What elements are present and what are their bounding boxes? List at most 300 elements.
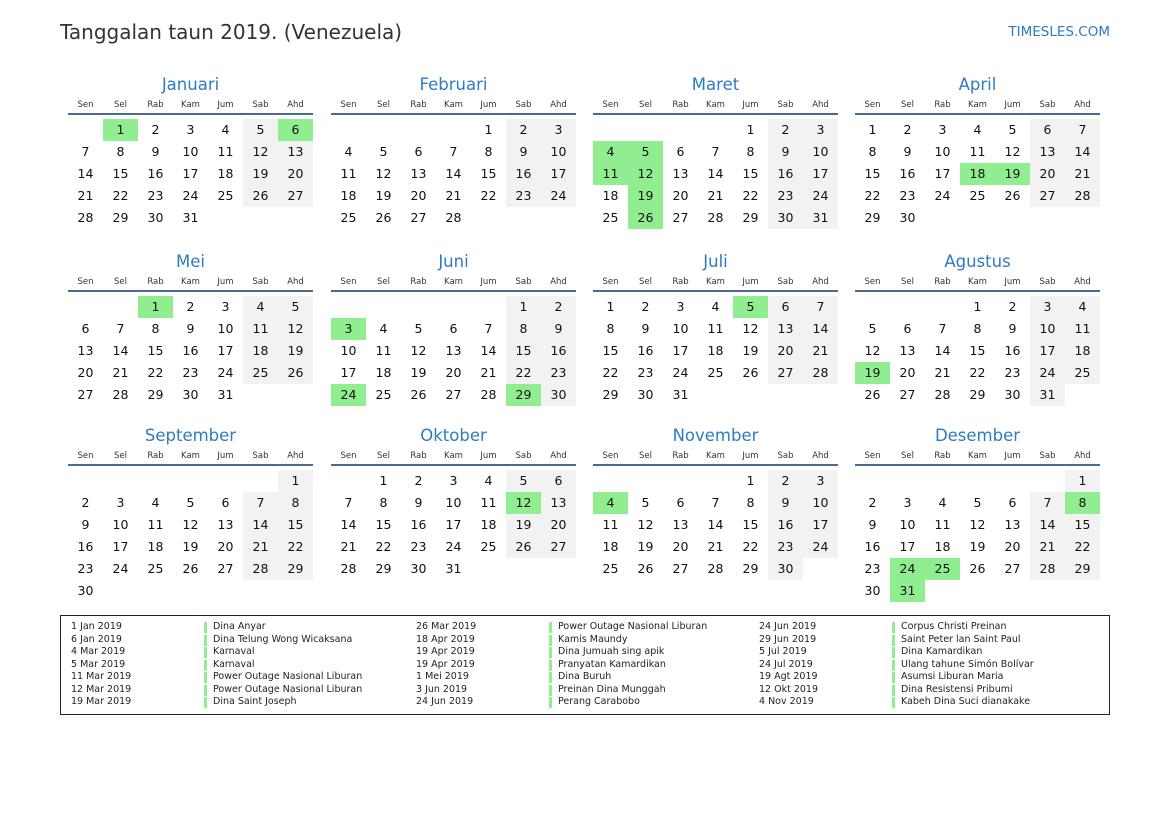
legend-holiday-name: Dina Resistensi Pribumi — [901, 683, 1013, 695]
day-cell: 5 — [506, 470, 541, 492]
legend-holiday-name: Kabeh Dina Suci dianakake — [901, 696, 1031, 707]
weekday-label: Ahd — [550, 100, 567, 110]
weekday-label: Kam — [968, 100, 987, 110]
day-cell: 21 — [803, 340, 838, 362]
legend-date: 5 Mar 2019 — [71, 658, 126, 670]
legend-date: 19 Agt 2019 — [759, 671, 818, 682]
day-cell: 9 — [768, 141, 803, 163]
day-cell: 7 — [803, 296, 838, 318]
day-cell: 12 — [243, 141, 278, 163]
day-cell: 20 — [278, 163, 313, 185]
legend-date: 1 Jan 2019 — [71, 621, 122, 632]
day-cell: 21 — [243, 536, 278, 558]
weekday-label: Ahd — [1074, 451, 1091, 461]
weekday-label: Jum — [742, 277, 759, 287]
month-name: Februari — [419, 75, 488, 94]
day-cell: 7 — [711, 144, 720, 159]
day-cell: 5 — [1008, 122, 1017, 137]
legend-date: 12 Okt 2019 — [759, 683, 819, 695]
day-cell: 16 — [147, 166, 164, 181]
month-juli — [593, 251, 838, 406]
holiday-day-cell: 25 — [925, 558, 960, 580]
weekday-label: Sen — [602, 100, 619, 110]
day-cell: 28 — [480, 387, 497, 402]
legend-holiday-name: Dina Jumuah sing apik — [558, 646, 665, 657]
weekday-label: Sen — [864, 100, 881, 110]
day-cell: 25 — [217, 188, 234, 203]
month-name: Januari — [161, 75, 220, 94]
day-cell: 19 — [410, 365, 427, 380]
day-cell: 5 — [243, 119, 278, 141]
day-cell: 13 — [410, 166, 427, 181]
day-cell: 21 — [480, 365, 497, 380]
day-cell: 1 — [379, 473, 388, 488]
day-cell: 5 — [278, 296, 313, 318]
month-divider — [593, 464, 838, 466]
day-cell: 10 — [899, 517, 916, 532]
month-name: Maret — [691, 75, 740, 94]
day-cell: 29 — [864, 210, 881, 225]
day-cell: 23 — [637, 365, 654, 380]
day-cell: 19 — [637, 539, 654, 554]
day-cell: 25 — [1065, 362, 1100, 384]
legend-color-marker — [892, 622, 895, 633]
weekday-label: Jum — [217, 277, 234, 287]
day-cell: 16 — [77, 539, 94, 554]
legend-holiday-name: Pranyatan Kamardikan — [558, 658, 666, 670]
day-cell: 23 — [182, 365, 199, 380]
month-agustus — [855, 251, 1100, 406]
day-cell: 28 — [707, 561, 724, 576]
day-cell: 27 — [445, 387, 462, 402]
weekday-label: Ahd — [287, 100, 304, 110]
day-cell: 6 — [903, 321, 912, 336]
day-cell: 2 — [541, 296, 576, 318]
weekday-header — [855, 449, 1100, 467]
day-cell: 26 — [1004, 188, 1021, 203]
day-grid — [68, 119, 313, 229]
legend-date: 4 Nov 2019 — [759, 696, 814, 707]
day-cell: 3 — [938, 122, 947, 137]
holiday-day-cell: 19 — [995, 163, 1030, 185]
day-cell: 8 — [278, 492, 313, 514]
weekday-label: Sab — [515, 451, 532, 461]
day-cell: 9 — [768, 492, 803, 514]
legend-holiday-name: Karnaval — [213, 658, 255, 670]
day-cell: 6 — [1008, 495, 1017, 510]
day-cell: 10 — [803, 492, 838, 514]
day-cell: 22 — [1065, 536, 1100, 558]
legend-color-marker — [204, 685, 207, 696]
day-cell: 15 — [147, 343, 164, 358]
legend-holiday-name: Power Outage Nasional Liburan — [213, 671, 363, 682]
day-cell: 24 — [803, 185, 838, 207]
legend-date: 24 Jul 2019 — [759, 658, 813, 670]
day-cell: 10 — [340, 343, 357, 358]
legend-color-marker — [549, 635, 552, 646]
month-november — [593, 425, 838, 580]
day-cell: 24 — [112, 561, 129, 576]
day-cell: 22 — [480, 188, 497, 203]
holiday-day-cell: 11 — [593, 163, 628, 185]
day-cell: 5 — [414, 321, 423, 336]
holiday-day-cell: 26 — [628, 207, 663, 229]
weekday-label: Rab — [410, 451, 427, 461]
weekday-label: Sel — [377, 451, 390, 461]
day-cell: 15 — [602, 343, 619, 358]
day-grid — [68, 296, 313, 406]
day-cell: 7 — [938, 321, 947, 336]
weekday-label: Jum — [1004, 451, 1021, 461]
day-cell: 29 — [742, 210, 759, 225]
weekday-label: Jum — [480, 451, 497, 461]
day-cell: 28 — [803, 362, 838, 384]
month-name: September — [144, 426, 237, 445]
weekday-label: Jum — [480, 100, 497, 110]
legend-date: 19 Apr 2019 — [416, 658, 475, 670]
day-cell: 3 — [541, 119, 576, 141]
day-cell: 7 — [711, 495, 720, 510]
weekday-label: Sab — [777, 451, 794, 461]
weekday-label: Kam — [706, 451, 725, 461]
day-cell: 6 — [676, 495, 685, 510]
weekday-label: Sen — [864, 451, 881, 461]
day-cell: 2 — [151, 122, 160, 137]
day-cell: 19 — [182, 539, 199, 554]
day-cell: 1 — [746, 122, 755, 137]
month-divider — [593, 113, 838, 115]
day-cell: 26 — [742, 365, 759, 380]
legend-color-marker — [549, 660, 552, 671]
day-cell: 1 — [1065, 470, 1100, 492]
day-cell: 27 — [541, 536, 576, 558]
day-cell: 20 — [899, 365, 916, 380]
weekday-header — [68, 98, 313, 116]
weekday-label: Kam — [181, 277, 200, 287]
day-cell: 7 — [449, 144, 458, 159]
day-cell: 27 — [217, 561, 234, 576]
day-cell: 13 — [672, 517, 689, 532]
day-cell: 4 — [379, 321, 388, 336]
legend-holiday-name: Preinan Dina Munggah — [558, 683, 666, 695]
legend-holiday-name: Asumsi Liburan Maria — [901, 671, 1004, 682]
weekday-label: Kam — [706, 100, 725, 110]
day-cell: 7 — [484, 321, 493, 336]
legend-holiday-name: Saint Peter lan Saint Paul — [901, 633, 1021, 645]
month-oktober — [331, 425, 576, 580]
weekday-label: Sel — [901, 100, 914, 110]
day-cell: 25 — [602, 210, 619, 225]
day-cell: 2 — [414, 473, 423, 488]
day-cell: 9 — [81, 517, 90, 532]
legend-date: 4 Mar 2019 — [71, 646, 126, 657]
month-name: November — [672, 426, 759, 445]
day-cell: 11 — [147, 517, 164, 532]
day-cell: 6 — [81, 321, 90, 336]
legend-color-marker — [549, 697, 552, 708]
weekday-label: Ahd — [1074, 277, 1091, 287]
weekday-label: Rab — [672, 100, 689, 110]
day-cell: 15 — [480, 166, 497, 181]
day-cell: 23 — [147, 188, 164, 203]
day-cell: 14 — [340, 517, 357, 532]
day-cell: 21 — [340, 539, 357, 554]
weekday-label: Rab — [147, 277, 164, 287]
legend-color-marker — [549, 672, 552, 683]
legend-date: 3 Jun 2019 — [416, 683, 468, 695]
day-cell: 13 — [899, 343, 916, 358]
day-cell: 16 — [637, 343, 654, 358]
weekday-label: Ahd — [287, 451, 304, 461]
day-cell: 24 — [182, 188, 199, 203]
day-cell: 12 — [410, 343, 427, 358]
day-cell: 5 — [973, 495, 982, 510]
legend-color-marker — [204, 672, 207, 683]
holiday-day-cell: 12 — [628, 163, 663, 185]
weekday-label: Sel — [114, 100, 127, 110]
holiday-day-cell: 31 — [890, 580, 925, 602]
day-cell: 25 — [340, 210, 357, 225]
legend-color-marker — [892, 647, 895, 658]
holiday-day-cell: 4 — [593, 141, 628, 163]
day-cell: 29 — [147, 387, 164, 402]
day-cell: 22 — [278, 536, 313, 558]
day-cell: 18 — [602, 188, 619, 203]
day-cell: 18 — [340, 188, 357, 203]
day-cell: 9 — [903, 144, 912, 159]
month-divider — [331, 464, 576, 466]
legend-date: 18 Apr 2019 — [416, 633, 475, 645]
day-cell: 3 — [1030, 296, 1065, 318]
day-cell: 29 — [1065, 558, 1100, 580]
weekday-label: Kam — [706, 277, 725, 287]
month-name: Oktober — [420, 426, 487, 445]
day-cell: 20 — [410, 188, 427, 203]
day-cell: 2 — [768, 119, 803, 141]
day-cell: 17 — [934, 166, 951, 181]
day-cell: 6 — [1030, 119, 1065, 141]
month-desember — [855, 425, 1100, 598]
holiday-day-cell: 6 — [278, 119, 313, 141]
day-cell: 22 — [112, 188, 129, 203]
day-cell: 20 — [672, 188, 689, 203]
legend-date: 19 Mar 2019 — [71, 696, 132, 707]
legend-date: 26 Mar 2019 — [416, 621, 477, 632]
day-cell: 4 — [711, 299, 720, 314]
day-cell: 26 — [182, 561, 199, 576]
day-cell: 23 — [77, 561, 94, 576]
day-cell: 9 — [1008, 321, 1017, 336]
day-cell: 29 — [375, 561, 392, 576]
weekday-label: Sen — [864, 277, 881, 287]
month-name: April — [958, 75, 997, 94]
day-cell: 30 — [541, 384, 576, 406]
day-cell: 20 — [77, 365, 94, 380]
day-cell: 22 — [375, 539, 392, 554]
day-cell: 28 — [445, 210, 462, 225]
weekday-label: Sel — [901, 451, 914, 461]
holiday-day-cell: 4 — [593, 492, 628, 514]
day-cell: 26 — [278, 362, 313, 384]
day-cell: 2 — [81, 495, 90, 510]
day-cell: 20 — [1004, 539, 1021, 554]
day-cell: 21 — [934, 365, 951, 380]
day-cell: 6 — [221, 495, 230, 510]
day-cell: 17 — [340, 365, 357, 380]
weekday-label: Sen — [340, 277, 357, 287]
day-cell: 21 — [1030, 536, 1065, 558]
day-cell: 23 — [899, 188, 916, 203]
day-cell: 30 — [864, 583, 881, 598]
day-cell: 22 — [742, 539, 759, 554]
day-cell: 16 — [864, 539, 881, 554]
weekday-label: Sel — [114, 451, 127, 461]
day-cell: 1 — [278, 470, 313, 492]
day-cell: 15 — [1065, 514, 1100, 536]
legend-color-marker — [204, 697, 207, 708]
day-cell: 9 — [506, 141, 541, 163]
day-cell: 7 — [1065, 119, 1100, 141]
day-cell: 1 — [868, 122, 877, 137]
weekday-label: Rab — [410, 277, 427, 287]
day-cell: 3 — [803, 470, 838, 492]
month-maret — [593, 74, 838, 229]
day-grid — [593, 470, 838, 580]
holiday-day-cell: 1 — [138, 296, 173, 318]
day-cell: 14 — [1065, 141, 1100, 163]
day-cell: 3 — [449, 473, 458, 488]
month-name: Agustus — [944, 252, 1011, 271]
month-februari — [331, 74, 576, 229]
holiday-day-cell: 5 — [733, 296, 768, 318]
day-cell: 21 — [445, 188, 462, 203]
day-cell: 28 — [707, 210, 724, 225]
day-cell: 29 — [112, 210, 129, 225]
day-cell: 13 — [1004, 517, 1021, 532]
day-cell: 23 — [541, 362, 576, 384]
day-cell: 9 — [186, 321, 195, 336]
day-cell: 22 — [742, 188, 759, 203]
day-cell: 9 — [414, 495, 423, 510]
day-cell: 2 — [641, 299, 650, 314]
day-grid — [331, 296, 576, 406]
day-grid — [593, 119, 838, 229]
weekday-label: Kam — [968, 451, 987, 461]
holiday-day-cell: 19 — [628, 185, 663, 207]
day-cell: 10 — [217, 321, 234, 336]
weekday-label: Ahd — [550, 277, 567, 287]
day-cell: 26 — [410, 387, 427, 402]
day-cell: 8 — [746, 495, 755, 510]
day-cell: 16 — [182, 343, 199, 358]
day-cell: 13 — [217, 517, 234, 532]
day-cell: 20 — [768, 340, 803, 362]
day-cell: 13 — [278, 141, 313, 163]
day-cell: 1 — [484, 122, 493, 137]
month-divider — [855, 464, 1100, 466]
weekday-label: Rab — [410, 100, 427, 110]
day-cell: 29 — [969, 387, 986, 402]
day-cell: 8 — [484, 144, 493, 159]
day-cell: 27 — [1030, 185, 1065, 207]
day-cell: 23 — [864, 561, 881, 576]
day-cell: 19 — [969, 539, 986, 554]
day-cell: 16 — [1004, 343, 1021, 358]
day-cell: 12 — [375, 166, 392, 181]
weekday-label: Sab — [1039, 451, 1056, 461]
day-cell: 1 — [746, 473, 755, 488]
weekday-label: Jum — [1004, 100, 1021, 110]
day-cell: 28 — [1030, 558, 1065, 580]
day-cell: 13 — [672, 166, 689, 181]
weekday-header — [331, 449, 576, 467]
day-cell: 27 — [278, 185, 313, 207]
day-cell: 31 — [445, 561, 462, 576]
month-divider — [68, 290, 313, 292]
day-cell: 22 — [506, 362, 541, 384]
weekday-label: Sab — [1039, 100, 1056, 110]
page-title: Tanggalan taun 2019. (Venezuela) — [60, 20, 403, 44]
day-cell: 11 — [480, 495, 497, 510]
day-cell: 16 — [410, 517, 427, 532]
day-cell: 17 — [672, 343, 689, 358]
day-cell: 27 — [77, 387, 94, 402]
weekday-label: Rab — [934, 277, 951, 287]
day-cell: 16 — [768, 514, 803, 536]
weekday-label: Sel — [639, 100, 652, 110]
day-cell: 2 — [506, 119, 541, 141]
day-cell: 25 — [147, 561, 164, 576]
day-cell: 14 — [934, 343, 951, 358]
day-cell: 8 — [973, 321, 982, 336]
day-cell: 30 — [899, 210, 916, 225]
legend-color-marker — [549, 685, 552, 696]
weekday-label: Sab — [252, 277, 269, 287]
day-cell: 8 — [116, 144, 125, 159]
weekday-label: Sab — [515, 277, 532, 287]
legend-holiday-name: Power Outage Nasional Liburan — [213, 683, 363, 695]
weekday-label: Sen — [602, 451, 619, 461]
day-cell: 26 — [637, 561, 654, 576]
day-cell: 31 — [672, 387, 689, 402]
day-cell: 21 — [112, 365, 129, 380]
weekday-label: Ahd — [1074, 100, 1091, 110]
day-cell: 29 — [602, 387, 619, 402]
legend-date: 1 Mei 2019 — [416, 671, 469, 682]
day-cell: 18 — [480, 517, 497, 532]
day-cell: 26 — [243, 185, 278, 207]
day-cell: 3 — [803, 119, 838, 141]
day-cell: 8 — [506, 318, 541, 340]
weekday-header — [593, 98, 838, 116]
day-cell: 25 — [969, 188, 986, 203]
day-cell: 11 — [243, 318, 278, 340]
holiday-day-cell: 12 — [506, 492, 541, 514]
day-cell: 8 — [606, 321, 615, 336]
day-cell: 4 — [938, 495, 947, 510]
weekday-label: Sen — [340, 100, 357, 110]
legend-holiday-name: Dina Buruh — [558, 671, 612, 682]
day-grid — [68, 470, 313, 598]
brand-link[interactable]: TIMESLES.COM — [1008, 24, 1110, 40]
day-cell: 16 — [506, 163, 541, 185]
day-cell: 17 — [803, 514, 838, 536]
weekday-label: Sab — [777, 277, 794, 287]
day-cell: 7 — [116, 321, 125, 336]
weekday-label: Sab — [252, 451, 269, 461]
day-cell: 24 — [445, 539, 462, 554]
day-cell: 14 — [480, 343, 497, 358]
